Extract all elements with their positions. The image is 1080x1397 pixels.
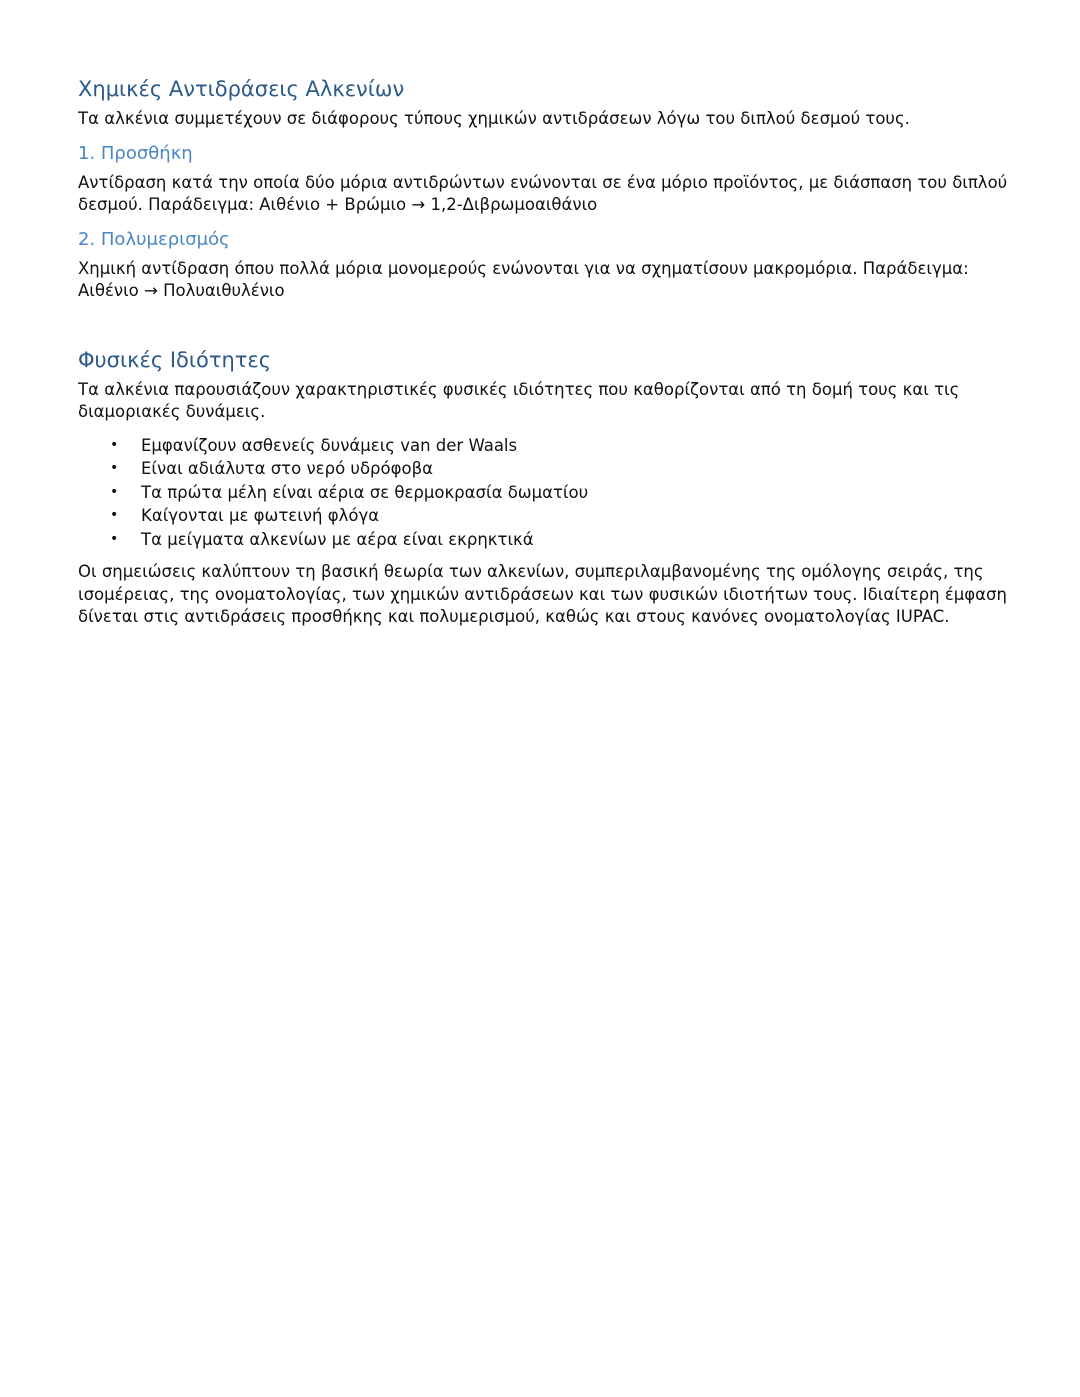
list-item-text: Τα μείγματα αλκενίων με αέρα είναι εκρηκτικά xyxy=(141,529,534,549)
bullet-icon: • xyxy=(110,460,119,476)
subsection-body-addition: Αντίδραση κατά την οποία δύο μόρια αντιδρώντων ενώνονται σε ένα μόριο προϊόντος, με διάσπαση του διπλού δεσμού. Παράδειγμα: Αιθένιο + Βρώμιο → 1,2-Διβρωμοαιθάνιο xyxy=(78,172,1008,214)
bullet-icon: • xyxy=(110,483,119,500)
section-title: Χημικές Αντιδράσεις Αλκενίων xyxy=(78,77,405,101)
properties-list xyxy=(78,434,1008,552)
section-intro: Τα αλκένια συμμετέχουν σε διάφορους τύπους χημικών αντιδράσεων λόγω του διπλού δεσμού τους. xyxy=(78,109,910,128)
bullet-icon: • xyxy=(110,507,119,523)
list-item xyxy=(78,528,1008,552)
list-item-text: Εμφανίζουν ασθενείς δυνάμεις van der Waals xyxy=(141,435,518,455)
bullet-icon: • xyxy=(110,436,119,453)
section-title: Φυσικές Ιδιότητες xyxy=(78,347,272,372)
list-item-text: Τα πρώτα μέλη είναι αέρια σε θερμοκρασία δωματίου xyxy=(141,482,589,502)
list-item xyxy=(78,481,1008,505)
document-page xyxy=(78,74,1008,629)
section-physical-properties xyxy=(78,345,1008,629)
subsection-body-polymerization: Χημική αντίδραση όπου πολλά μόρια μονομερούς ενώνονται για να σχηματίσουν μακρομόρια. Παράδειγμα: Αιθένιο → Πολυαιθυλένιο xyxy=(78,258,969,300)
list-item-text: Είναι αδιάλυτα στο νερό υδρόφοβα xyxy=(141,459,434,478)
list-item xyxy=(78,504,1008,528)
section-chemical-reactions xyxy=(78,74,1008,303)
section-intro: Τα αλκένια παρουσιάζουν χαρακτηριστικές φυσικές ιδιότητες που καθορίζονται από τη δομή τους και τις διαμοριακές δυνάμεις. xyxy=(78,379,960,421)
list-item xyxy=(78,434,1008,458)
bullet-icon: • xyxy=(110,530,119,547)
subsection-title-polymerization: 2. Πολυμερισμός xyxy=(78,228,230,250)
list-item-text: Καίγονται με φωτεινή φλόγα xyxy=(141,506,380,525)
summary-paragraph: Οι σημειώσεις καλύπτουν τη βασική θεωρία των αλκενίων, συμπεριλαμβανομένης της ομόλογης σειράς, της ισομέρειας, της ονοματολογίας, των χημικών αντιδράσεων και των φυσικών ιδιοτήτων τους. Ιδιαίτερη έμφαση δίνεται στις αντιδράσεις προσθήκης και πολυμερισμού, καθώς και στους κανόνες ονοματολογίας IUPAC. xyxy=(78,562,1007,626)
list-item xyxy=(78,457,1008,481)
subsection-title-addition: 1. Προσθήκη xyxy=(78,142,193,164)
